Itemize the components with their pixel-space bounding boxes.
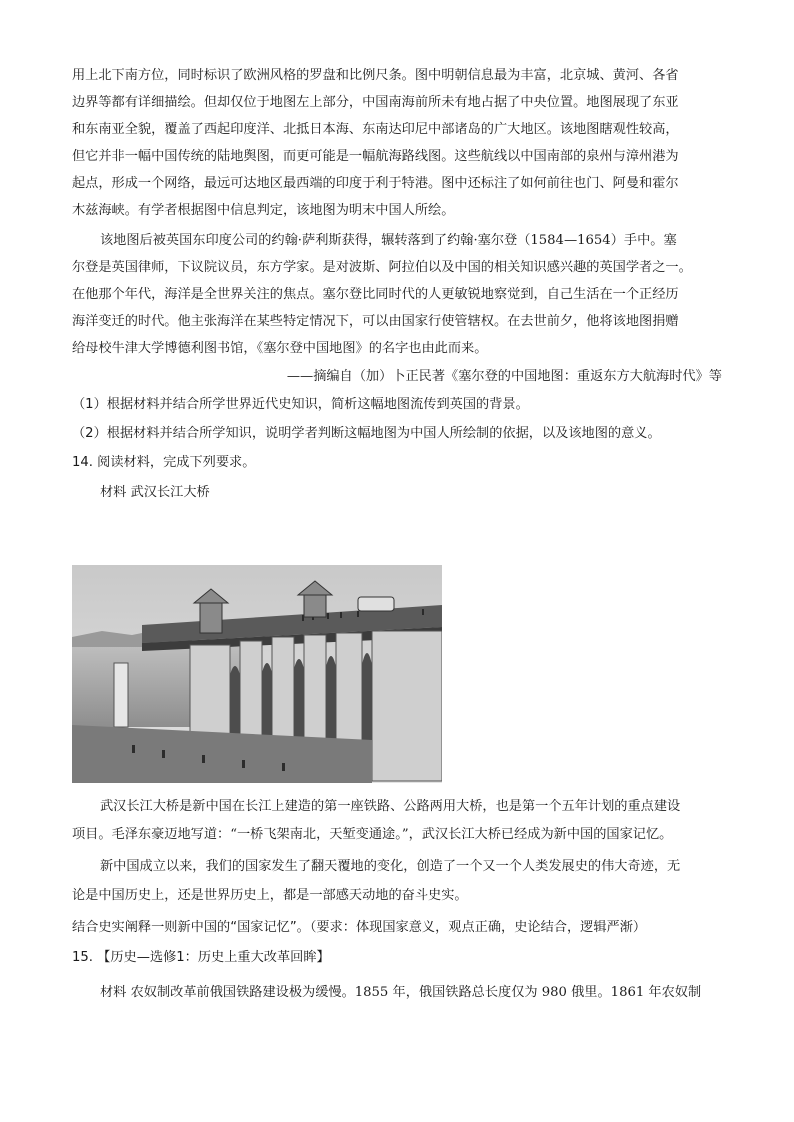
q14-question: 结合史实阐释一则新中国的“国家记忆”。（要求：体现国家意义，观点正确，史论结合，逻辑严渐）: [72, 920, 647, 935]
q14-heading: 14. 阅读材料，完成下列要求。: [72, 455, 256, 470]
material-source: ——摘编自（加）卜正民著《塞尔登的中国地图：重返东方大航海时代》等: [286, 369, 722, 384]
material-line: 在他那个年代，海洋是全世界关注的焦点。塞尔登比同时代的人更敏锐地察觉到，自己生活在一个正经历: [72, 287, 679, 302]
material-line: 木兹海峡。有学者根据图中信息判定，该地图为明末中国人所绘。: [72, 203, 455, 218]
bridge-illustration: [72, 565, 442, 783]
q14-paragraph-line: 论是中国历史上，还是世界历史上，都是一部感天动地的奋斗史实。: [72, 888, 468, 903]
material-line: 尔登是英国律师，下议院议员，东方学家。是对波斯、阿拉伯以及中国的相关知识感兴趣的英国学者之一。: [72, 260, 692, 275]
material-line: 该地图后被英国东印度公司的约翰·萨利斯获得，辗转落到了约翰·塞尔登（1584—1654）手中。塞: [100, 233, 677, 248]
q13-sub1: （1）根据材料并结合所学世界近代史知识，简析这幅地图流传到英国的背景。: [72, 397, 529, 412]
q14-paragraph-line: 武汉长江大桥是新中国在长江上建造的第一座铁路、公路两用大桥，也是第一个五年计划的重点建设: [100, 799, 681, 814]
q13-sub2: （2）根据材料并结合所学知识，说明学者判断这幅地图为中国人所绘制的依据，以及该地图的意义。: [72, 426, 661, 441]
material-line: 给母校牛津大学博德利图书馆，《塞尔登中国地图》的名字也由此而来。: [72, 341, 488, 356]
material-line: 起点，形成一个网络，最远可达地区最西端的印度于利于特港。图中还标注了如何前往也门、阿曼和霍尔: [72, 176, 679, 191]
q15-material-line: 材料 农奴制改革前俄国铁路建设极为缓慢。1855 年，俄国铁路总长度仅为 980 俄里。1861 年农奴制: [100, 985, 702, 1000]
material-line: 和东南亚全貌，覆盖了西起印度洋、北抵日本海、东南达印尼中部诸岛的广大地区。该地图瞎观性较高，: [72, 122, 679, 137]
material-line: 但它并非一幅中国传统的陆地舆图，而更可能是一幅航海路线图。这些航线以中国南部的泉州与漳州港为: [72, 149, 679, 164]
q14-material-title: 材料 武汉长江大桥: [100, 485, 210, 500]
material-line: 边界等都有详细描绘。但却仅位于地图左上部分，中国南海前所未有地占据了中央位置。地图展现了东亚: [72, 95, 679, 110]
material-line: 海洋变迁的时代。他主张海洋在某些特定情况下，可以由国家行使管辖权。在去世前夕，他将该地图捐赠: [72, 314, 679, 329]
q14-paragraph-line: 新中国成立以来，我们的国家发生了翻天覆地的变化，创造了一个又一个人类发展史的伟大奇迹，无: [100, 859, 681, 874]
q15-heading: 15. 【历史—选修1：历史上重大改革回眸】: [72, 950, 330, 965]
q14-paragraph-line: 项目。毛泽东豪迈地写道：“一桥飞架南北，天堑变通途。”，武汉长江大桥已经成为新中国的国家记忆。: [72, 827, 673, 842]
material-line: 用上北下南方位，同时标识了欧洲风格的罗盘和比例尺条。图中明朝信息最为丰富，北京城、黄河、各省: [72, 68, 679, 83]
bridge-photo: [72, 565, 442, 783]
